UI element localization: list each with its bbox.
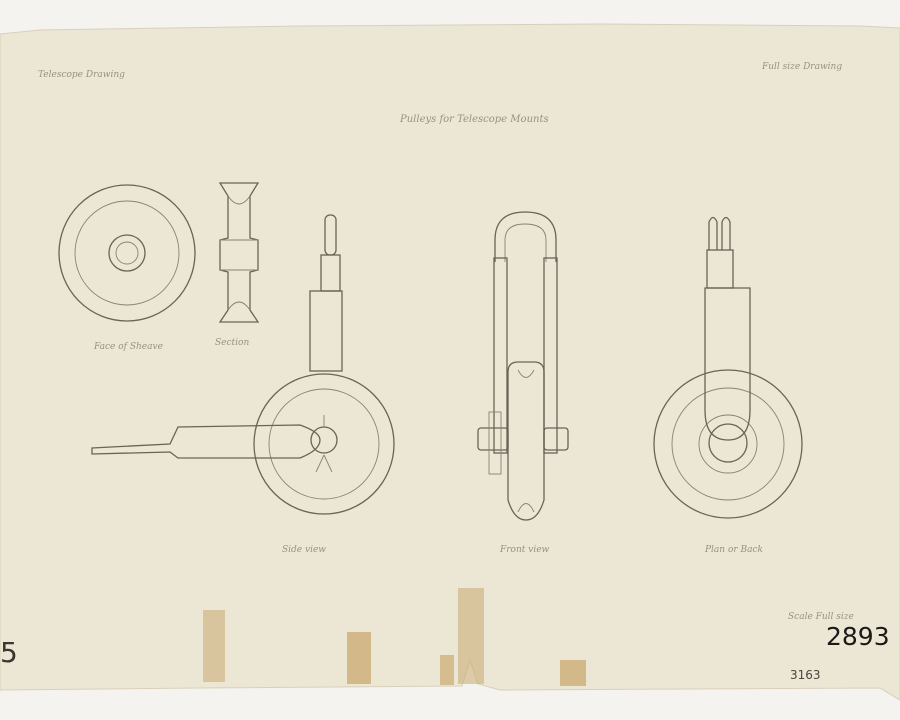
view-caption: Face of Sheave bbox=[94, 342, 163, 352]
tape-stain bbox=[440, 655, 454, 685]
view-caption: Plan or Back bbox=[705, 545, 764, 555]
edge-number: 5 bbox=[0, 636, 18, 669]
drawing-title: Pulleys for Telescope Mounts bbox=[400, 114, 549, 125]
view-caption: Front view bbox=[500, 545, 550, 555]
header-left-note: Telescope Drawing bbox=[38, 70, 125, 80]
view-caption: Side view bbox=[282, 545, 326, 555]
paper-sheet bbox=[0, 24, 900, 700]
view-caption: Section bbox=[215, 338, 250, 348]
tape-stain bbox=[560, 660, 586, 686]
stamp-number: 3163 bbox=[790, 668, 821, 682]
tape-stain bbox=[347, 632, 371, 684]
tape-stain bbox=[203, 610, 225, 682]
header-right-note: Full size Drawing bbox=[762, 62, 843, 72]
tape-stain bbox=[458, 588, 484, 684]
catalogue-number: 2893 bbox=[826, 622, 890, 651]
corner-note: Scale Full size bbox=[788, 612, 854, 622]
